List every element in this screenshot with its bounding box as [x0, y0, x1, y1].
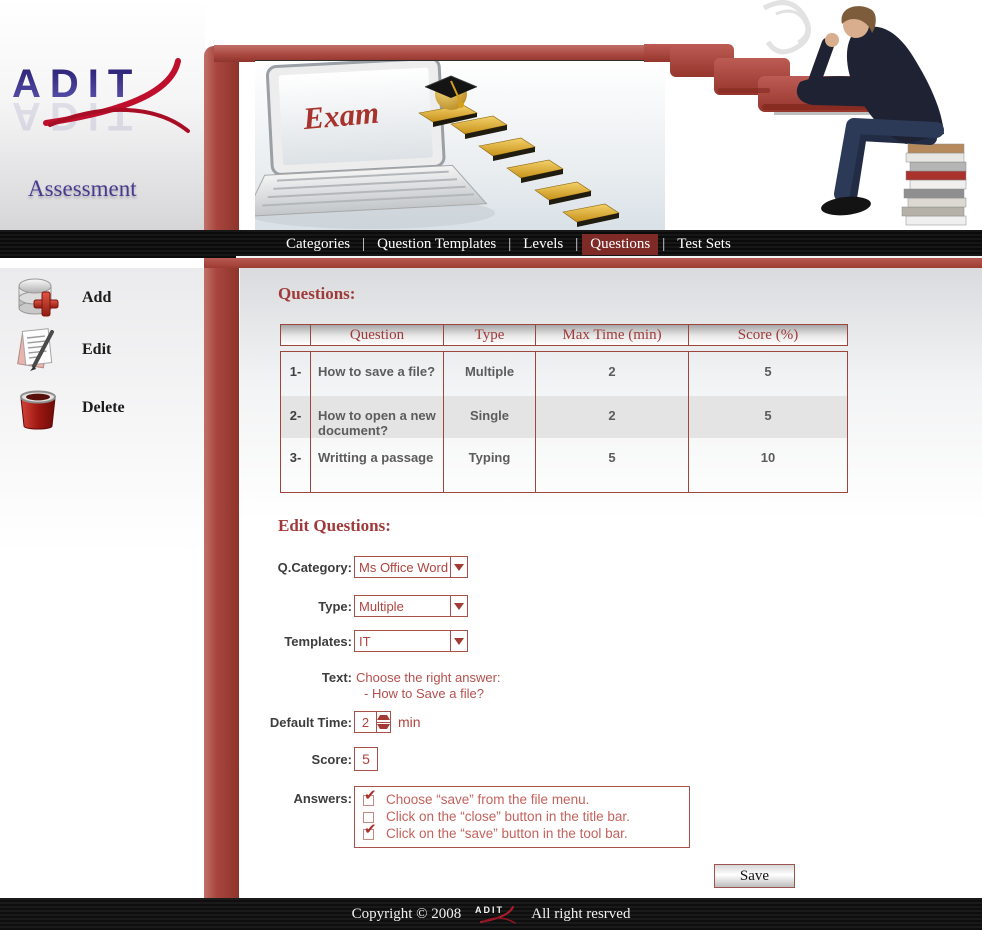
nav-item-test-sets[interactable]: Test Sets [677, 235, 731, 252]
adit-footer-logo-icon [473, 903, 519, 925]
templates-value: IT [359, 633, 371, 649]
svg-text:ADIT: ADIT [475, 905, 505, 915]
templates-row [240, 630, 468, 652]
default-time-unit: min [398, 714, 421, 730]
questions-table [280, 324, 848, 493]
nav-item-categories[interactable]: Categories [286, 235, 351, 252]
row-score: 5 [764, 408, 772, 423]
dropdown-arrow-icon[interactable] [450, 631, 467, 651]
default-time-row [240, 711, 421, 733]
red-frame-left-bar [204, 46, 239, 898]
nav-separator: | [508, 235, 512, 252]
sidebar-item-edit[interactable] [16, 326, 111, 374]
type-value: Multiple [359, 598, 404, 614]
logo-text: ADIT [12, 62, 142, 106]
delete-bin-icon [16, 384, 60, 432]
sidebar-item-delete[interactable] [16, 384, 125, 432]
sidebar-item-label: Delete [82, 399, 125, 416]
text-row [240, 670, 501, 702]
header-cell-question: Question [311, 325, 444, 345]
answers-row [240, 786, 690, 848]
nav-item-question-templates[interactable]: Question Templates [377, 235, 497, 252]
nav-separator: | [575, 235, 579, 252]
sidebar [0, 268, 204, 898]
nav-separator: | [662, 235, 666, 252]
type-row [240, 595, 468, 617]
header-cell-max-time: Max Time (min) [536, 325, 689, 345]
row-max-time: 2 [536, 396, 689, 438]
sidebar-item-add[interactable] [16, 274, 111, 322]
edit-document-icon [16, 326, 60, 374]
app-tagline: Assessment [28, 176, 137, 201]
templates-label: Templates: [284, 633, 352, 649]
row-max-time: 2 [536, 352, 689, 396]
red-divider-strip [204, 258, 982, 268]
row-question: How to save a file? [311, 352, 444, 396]
type-label: Type: [318, 598, 352, 614]
questions-section-title: Questions: [278, 284, 356, 303]
row-type: Typing [444, 438, 536, 492]
sidebar-item-label: Add [82, 289, 112, 306]
table-row [281, 352, 847, 396]
footer-rights: All right resrved [531, 905, 631, 922]
answers-box [354, 786, 690, 848]
category-row [240, 556, 468, 578]
row-type: Multiple [444, 352, 536, 396]
nav-separator: | [362, 235, 366, 252]
database-add-icon [16, 274, 60, 322]
category-dropdown[interactable] [354, 556, 468, 578]
adit-logo-icon [10, 55, 195, 155]
row-question: Writting a passage [311, 438, 444, 492]
row-num: 1- [281, 352, 311, 396]
banner-image [255, 60, 665, 230]
score-label: Score: [311, 751, 352, 767]
header-cell-score: Score (%) [737, 326, 799, 343]
header-cell-num [281, 325, 311, 345]
header-logo-panel [0, 0, 205, 230]
main-content [240, 268, 982, 898]
footer-copyright: Copyright © 2008 [351, 905, 462, 922]
svg-text:ADIT: ADIT [12, 94, 142, 138]
nav-item-questions[interactable]: Questions [582, 234, 658, 255]
row-type: Single [444, 396, 536, 438]
dropdown-arrow-icon[interactable] [450, 596, 467, 616]
category-label: Q.Category: [277, 559, 352, 575]
answer-option [363, 826, 681, 842]
answer-checkbox[interactable] [363, 829, 374, 840]
banner-right-illustration [644, 0, 982, 230]
type-dropdown[interactable] [354, 595, 468, 617]
default-time-stepper[interactable] [354, 711, 391, 733]
main-navigation [0, 230, 982, 258]
edit-section-title: Edit Questions: [278, 516, 391, 535]
answer-text: Click on the “save” button in the tool bar. [386, 826, 628, 841]
templates-dropdown[interactable] [354, 630, 468, 652]
score-input[interactable]: 5 [354, 747, 378, 771]
books-stack [902, 144, 966, 225]
banner-exam-text: Exam [301, 94, 381, 137]
answer-option [363, 792, 681, 808]
answer-text: Choose “save” from the file menu. [386, 792, 590, 807]
footer [0, 898, 982, 930]
stepper-up-icon[interactable] [377, 712, 390, 723]
row-score: 5 [764, 364, 772, 379]
row-question: How to open a new document? [311, 396, 444, 438]
question-text-value [356, 670, 501, 702]
answer-checkbox[interactable] [363, 795, 374, 806]
answer-option [363, 809, 681, 825]
sidebar-item-label: Edit [82, 341, 112, 358]
header-cell-type: Type [444, 325, 536, 345]
stepper-down-icon[interactable] [377, 723, 390, 733]
dropdown-arrow-icon[interactable] [450, 557, 467, 577]
row-max-time: 5 [536, 438, 689, 492]
table-row [281, 396, 847, 438]
row-score: 10 [760, 450, 776, 465]
default-time-value[interactable]: 2 [354, 711, 377, 733]
question-text-line1: Choose the right answer: [356, 670, 501, 685]
row-num: 3- [281, 438, 311, 492]
text-label: Text: [321, 670, 352, 685]
nav-item-levels[interactable]: Levels [523, 235, 564, 252]
answer-text: Click on the “close” button in the title bar. [386, 809, 630, 824]
row-num: 2- [281, 396, 311, 438]
table-row [281, 438, 847, 492]
category-value: Ms Office Word [359, 559, 449, 575]
save-button[interactable]: Save [714, 864, 795, 888]
questions-table-header [280, 324, 848, 346]
default-time-label: Default Time: [269, 714, 352, 730]
answers-label: Answers: [293, 791, 352, 806]
score-row [240, 747, 378, 771]
swirl-decor [764, 3, 809, 52]
question-text-line2: - How to Save a file? [364, 686, 484, 701]
questions-table-body [280, 351, 848, 493]
